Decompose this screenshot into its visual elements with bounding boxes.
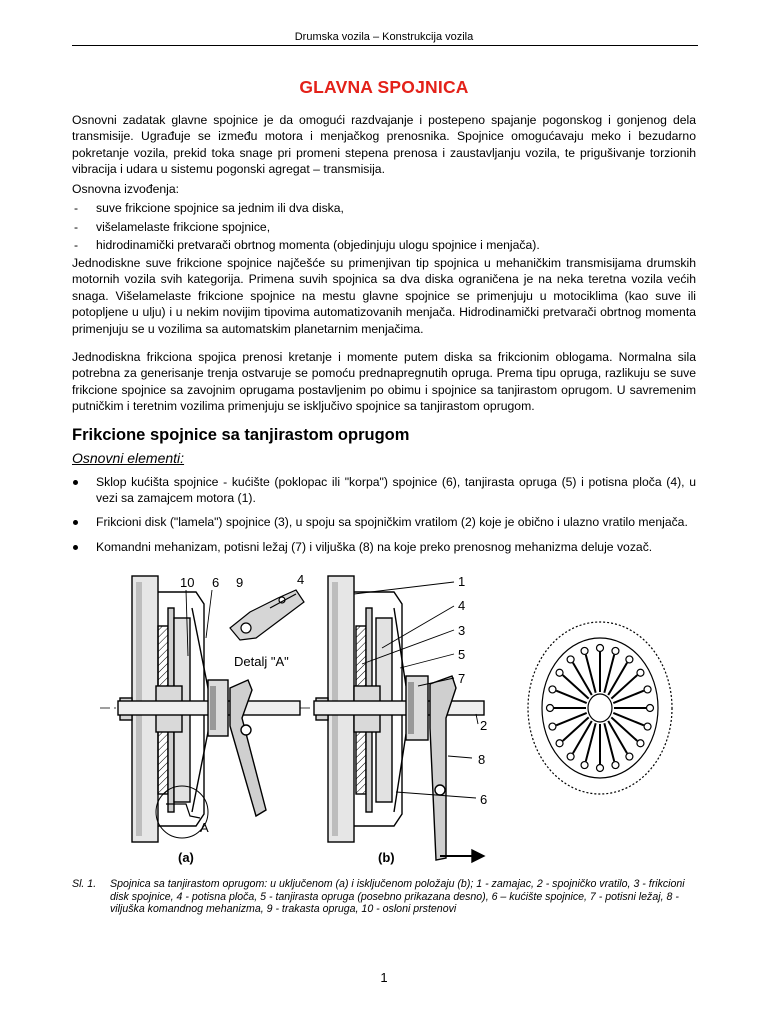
label-9: 9 <box>236 575 244 590</box>
spring-finger-hole <box>549 686 556 693</box>
list-item: - hidrodinamički pretvarači obrtnog momenta (objedinjuju ulogu spojnice i menjača). <box>74 238 540 253</box>
spring-finger-hole <box>556 740 563 747</box>
label-5: 5 <box>458 647 466 662</box>
list-item: Sklop kućišta spojnice - kućište (poklopac ili "korpa") spojnice (6), tanjirasta opruga (5) i potisna ploča (4), u vezi sa zamajcem motora (1). <box>72 474 696 506</box>
page-number: 1 <box>380 970 388 985</box>
spring-finger-hole <box>626 656 633 663</box>
clutch-figure <box>100 568 700 876</box>
label-3: 3 <box>458 623 466 638</box>
spring-finger-hole <box>637 740 644 747</box>
single-disc-paragraph: Jednodiskna frikciona spojica prenosi kretanje i momente putem diska sa frikcionim oblogama. Normalna sila potrebna za generisanje trenja ostvaruje se pomoću prednapregnutih opruga. Prema tipu opruga, razlikuju se suve frikcione spojnice sa zavojnim oprugama postavljenim po obimu i spojnice sa tanjirastom oprugom. U savremenim putničkim i teretnim vozilima primenjuju se isključivo spojnice sa tanjirastom oprugom. <box>72 350 696 414</box>
spring-finger-hole <box>581 647 588 654</box>
bullet-dot <box>73 520 78 525</box>
list-item: - višelamelaste frikcione spojnice, <box>74 219 271 234</box>
caption-label: Sl. 1. <box>72 878 97 890</box>
elements-list <box>72 474 696 555</box>
spring-finger-hole <box>626 753 633 760</box>
spring-finger-hole <box>637 669 644 676</box>
spring-finger-hole <box>547 705 554 712</box>
spring-finger-hole <box>612 647 619 654</box>
label-4: 4 <box>458 598 466 613</box>
spring-finger-hole <box>647 705 654 712</box>
label-10: 10 <box>180 575 195 590</box>
list-item: Komandni mehanizam, potisni ležaj (7) i viljuška (8) na koje preko prenosnog mehanizma deluje vozač. <box>72 539 696 555</box>
section-heading: Frikcione spojnice sa tanjirastom oprugom <box>72 426 410 444</box>
spring-finger-hole <box>567 656 574 663</box>
usage-paragraph: Jednodiskne suve frikcione spojnice najčešće su primenjivan tip spojnica u mehaničkim transmisijama drumskih motornih vozila svih kategorija. Primena suvih spojnica sa dva diska ograničena je na neka teretna vozila većih snaga. Višelamelaste frikcione spojnice na mestu glavne spojnice se primenjuju u motociklima (kao suve ili potopljene u ulju) i u nekim novijim tipovima automatizovanih menjača. Hidrodinamički pretvarači obrtnog momenta primenjuju se u vozilima sa automatskim planetarnim menjačima. <box>72 256 696 336</box>
header-rule <box>72 45 698 46</box>
spring-finger-hole <box>644 686 651 693</box>
bullet-dot <box>73 545 78 550</box>
caption-text: Spojnica sa tanjirastom oprugom: u uključenom (a) i isključenom položaju (b); 1 - zamajac, 2 - spojničko vratilo, 3 - frikcioni disk spojnice, 4 - potisna ploča, 5 - tanjirasta opruga (posebno prikazana desno), 6 – kućište spojnice, 7 - potisni ležaj, 8 - viljuška komandnog mehanizma, 9 - trakasta opruga, 10 - osloni prstenovi <box>110 878 685 916</box>
spring-finger-hole <box>581 762 588 769</box>
page-title: GLAVNA SPOJNICA <box>299 77 469 97</box>
view-b-drawing <box>300 576 484 862</box>
list-item: - suve frikcione spojnice sa jednim ili dva diska, <box>74 201 344 215</box>
label-6: 6 <box>480 792 488 807</box>
spring-finger-hole <box>549 723 556 730</box>
spring-finger-hole <box>597 645 604 652</box>
list-item: Frikcioni disk ("lamela") spojnice (3), u spoju sa spojničkim vratilom (2) koje je obično i ulazno vratilo menjača. <box>72 514 696 530</box>
label-8: 8 <box>478 752 486 767</box>
running-header: Drumska vozila – Konstrukcija vozila <box>294 31 474 43</box>
variants-list <box>72 199 696 255</box>
clutch-diagram <box>100 568 700 876</box>
diaphragm-spring-drawing <box>528 622 672 794</box>
label-2: 2 <box>480 718 488 733</box>
view-a-label: (a) <box>178 850 194 865</box>
label-4: 4 <box>297 572 305 587</box>
spring-finger-hole <box>644 723 651 730</box>
detail-label: Detalj "A" <box>234 654 289 669</box>
detail-a-sketch <box>230 590 304 640</box>
view-b-label: (b) <box>378 850 395 865</box>
sub-heading: Osnovni elementi: <box>72 450 185 466</box>
label-7: 7 <box>458 671 466 686</box>
spring-finger-hole <box>556 669 563 676</box>
intro-paragraph: Osnovni zadatak glavne spojnice je da omogući razdvajanje i postepeno spajanje pogonskog i gonjenog dela transmisije. Ugrađuje se između motora i menjačkog prenosnika. Spojnice omogućavaju meko i bezudarno pokretanje vozila, prekid toka snage pri promeni stepena prenosa i zaustavljanju vozila, te prigušivanje torzionih vibracija i udara u sistemu pogonski agregat – transmisija. <box>72 113 696 177</box>
label-1: 1 <box>458 574 466 589</box>
spring-finger-hole <box>612 762 619 769</box>
spring-finger-hole <box>597 765 604 772</box>
figure-caption <box>72 878 702 916</box>
label-6: 6 <box>212 575 220 590</box>
bullet-dot <box>73 480 78 485</box>
detail-marker: A <box>200 820 209 835</box>
spring-finger-hole <box>567 753 574 760</box>
variants-intro: Osnovna izvođenja: <box>72 182 180 196</box>
